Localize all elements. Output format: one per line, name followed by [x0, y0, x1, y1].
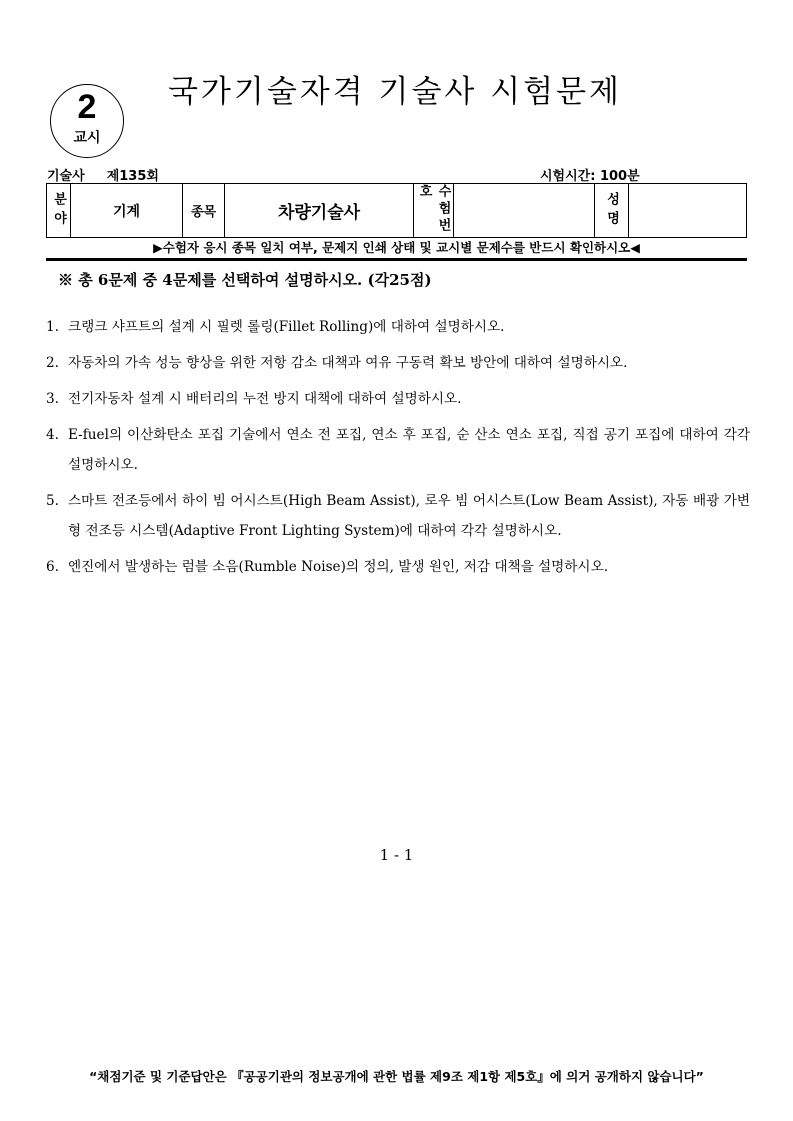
question-list — [46, 312, 750, 588]
info-table — [46, 183, 747, 238]
question-number: 5. — [46, 493, 59, 509]
instruction-line: ▶수험자 응시 종목 일치 여부, 문제지 인쇄 상태 및 교시별 문제수를 반드시 확인하시오◀ — [153, 240, 640, 255]
exam-time: 시험시간: 100분 — [540, 169, 640, 184]
exam-meta — [47, 165, 159, 184]
period-number: 2 — [77, 88, 97, 126]
directive: ※ 총 6문제 중 4문제를 선택하여 설명하시오. (각25점) — [58, 271, 432, 289]
name-value[interactable] — [629, 184, 746, 237]
question-number: 4. — [46, 427, 59, 443]
question-number: 1. — [46, 319, 59, 335]
period-badge — [50, 84, 124, 158]
question-item — [46, 486, 750, 546]
question-item — [46, 348, 750, 378]
field-label: 분야 — [51, 191, 66, 230]
field-value: 기계 — [71, 184, 183, 237]
question-text: 크랭크 샤프트의 설계 시 필렛 롤링(Fillet Rolling)에 대하여 설명하시오. — [68, 319, 505, 335]
question-number: 6. — [46, 559, 59, 575]
category-label: 종목 — [183, 184, 225, 237]
question-number: 3. — [46, 391, 59, 407]
divider — [46, 258, 747, 261]
exam-no-label-cell — [414, 184, 454, 237]
exam-type: 기술사 — [47, 169, 85, 184]
question-text: 전기자동차 설계 시 배터리의 누전 방지 대책에 대하여 설명하시오. — [68, 391, 462, 407]
document-title: 국가기술자격 기술사 시험문제 — [167, 74, 622, 110]
name-label-cell — [595, 184, 629, 237]
field-label-cell — [47, 184, 71, 237]
period-label: 교시 — [73, 130, 101, 146]
question-text: 엔진에서 발생하는 럼블 소음(Rumble Noise)의 정의, 발생 원인, 저감 대책을 설명하시오. — [68, 559, 609, 575]
question-item — [46, 552, 750, 582]
category-value: 차량기술사 — [225, 184, 414, 237]
page-number: 1 - 1 — [379, 846, 414, 864]
exam-round: 제135회 — [106, 169, 159, 184]
question-text: 자동차의 가속 성능 향상을 위한 저항 감소 대책과 여유 구동력 확보 방안에 대하여 설명하시오. — [68, 355, 628, 371]
footer-note: “채점기준 및 기준답안은 『공공기관의 정보공개에 관한 법률 제9조 제1항 제5호』에 의거 공개하지 않습니다” — [89, 1069, 704, 1084]
name-label: 성명 — [604, 191, 619, 230]
exam-no-label: 수험번호 — [416, 184, 451, 235]
question-number: 2. — [46, 355, 59, 371]
question-text: 스마트 전조등에서 하이 빔 어시스트(High Beam Assist), 로우 빔 어시스트(Low Beam Assist), 자동 배광 가변형 전조등 시스템(Adaptive Front Lighting System)에 대하여 각각 설명하시오. — [68, 493, 750, 539]
question-text: E-fuel의 이산화탄소 포집 기술에서 연소 전 포집, 연소 후 포집, 순 산소 연소 포집, 직접 공기 포집에 대하여 각각 설명하시오. — [68, 427, 750, 473]
question-item — [46, 420, 750, 480]
question-item — [46, 384, 750, 414]
question-item — [46, 312, 750, 342]
exam-no-value[interactable] — [454, 184, 595, 237]
